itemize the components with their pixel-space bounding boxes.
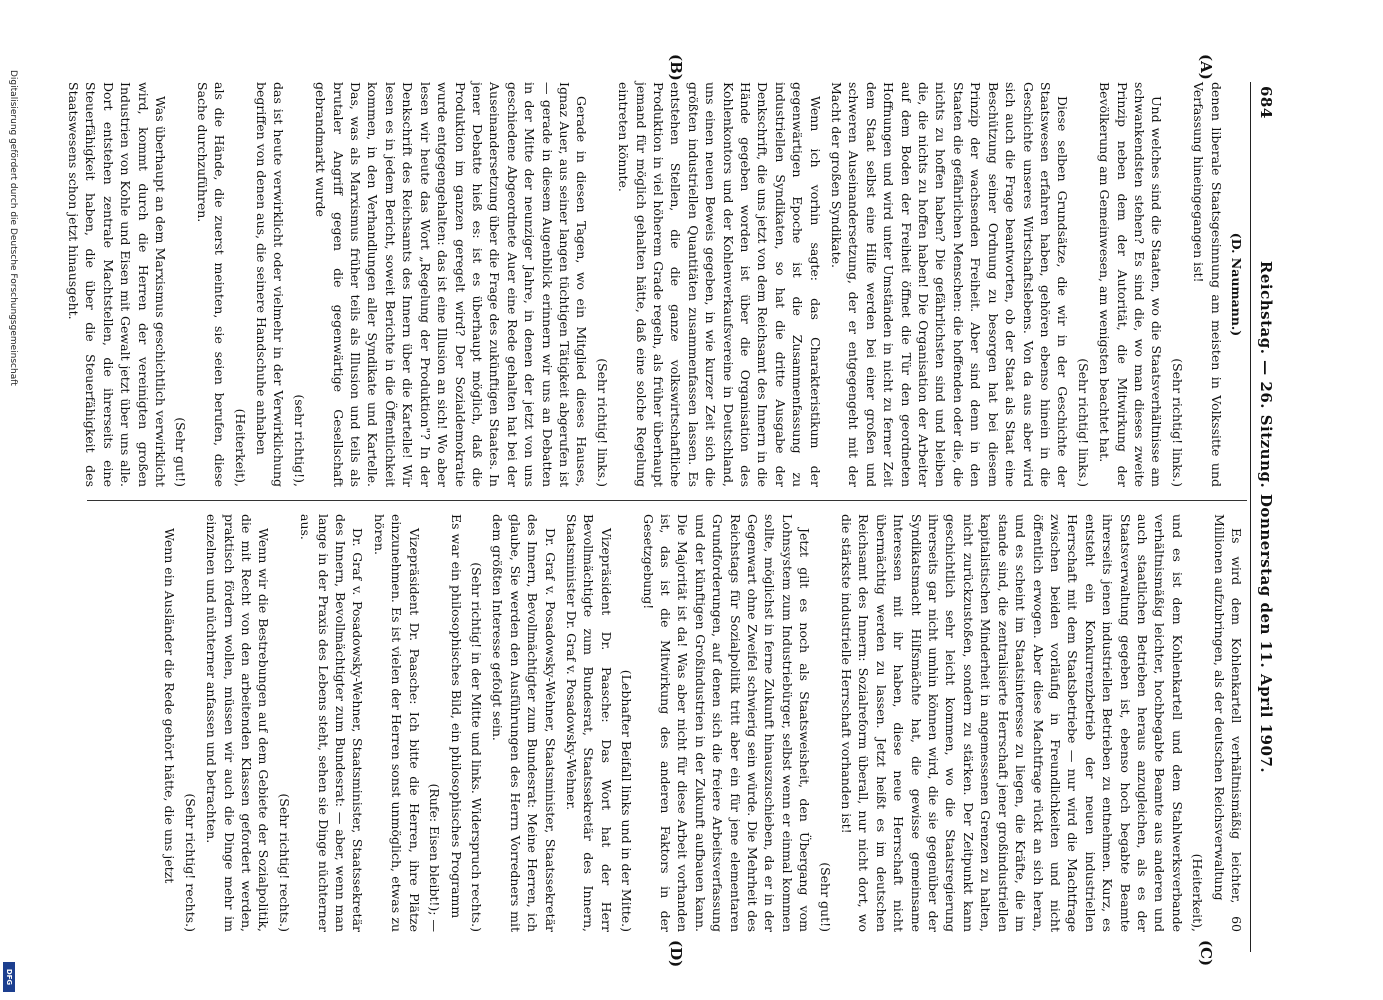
left-column-paragraph: Diese selben Grundsätze, die wir in der Geschichte der Staatswesen erfahren haben, gehören ebenso hinein in die Geschichte unseres Wirtschaftslebens. Von da aus aber wird sich auch die Frage beantworten, ob der Staat als Staat eine Beschützung seiner Ordnung zu besorgen hat bei diesem Prinzip der wachsenden Freiheit. Aber sind denn in den Staaten die gefährlichen Menschen: die hoffenden oder die, die nichts zu hoffen haben? Die gefährlichsten sind und bleiben die, die nichts zu hoffen haben! Die Organisation der Arbeiter auf dem Boden der Freiheit öffnet die Tür den geordneten Hoffnungen und wird unter Umständen in nicht zu ferner Zeit dem Staat selbst eine Hilfe werden bei einer großen und schweren Auseinandersetzung, der er entgegengeht mit der Macht der großen Syndikate. bbox=[829, 82, 1071, 487]
left-column-paragraph: denen liberale Staatsgesinnung am meisten in Volkssitte und Verfassung hineingegangen ist! bbox=[1191, 82, 1224, 487]
right-column-paragraph: Vizepräsident Dr. Paasche: Das Wort hat der Herr Bevollmächtigte zum Bundesrat, Staatssekretär des Innern, Staatsminister Dr. Graf v. Posadowsky-Wehner. bbox=[563, 514, 614, 932]
right-column-paragraph: Dr. Graf v. Posadowsky-Wehner, Staatsminister, Staatssekretär des Innern, Bevollmächtigter zum Bundesrat: — aber, wenn man lange in der Praxis des Lebens steht, sehen sie Dinge nüchterner aus. bbox=[298, 514, 366, 932]
margin-letter-c: (C) bbox=[1197, 940, 1215, 967]
right-column-paragraph: Wenn ein Ausländer die Rede gehört hätte, die uns jetzt bbox=[162, 528, 178, 884]
right-column-interjection: (Sehr richtig! rechts.) bbox=[182, 793, 198, 932]
column-divider bbox=[87, 500, 1247, 501]
dfg-logo bbox=[3, 962, 15, 992]
margin-letter-b: (B) bbox=[667, 54, 685, 81]
margin-letter-a: (A) bbox=[1197, 54, 1215, 80]
left-column-interjection: (sehr richtig!), bbox=[291, 394, 307, 487]
right-column-paragraph: Vizepräsident Dr. Paasche: Ich bitte die Herren, ihre Plätze einzunehmen. Es ist vielen der Herren sonst unmöglich, etwas zu hören. bbox=[371, 514, 422, 932]
left-column-interjection: (Sehr gut!) bbox=[173, 417, 189, 487]
digitization-credit bbox=[2, 70, 18, 970]
right-column-paragraph: Es wird dem Kohlenkartell verhältnismäßig leichter, 60 Millionen aufzubringen, als der deutschen Reichsverwaltung bbox=[1211, 514, 1244, 932]
left-column-speaker-tag: (D. Naumann.) bbox=[1229, 232, 1244, 337]
left-column bbox=[66, 82, 1245, 487]
document-page bbox=[66, 54, 1275, 968]
left-column-paragraph: Und welches sind die Staaten, wo die Staatsverhältnisse am schwankendsten stehen? Es sind die, wo man dieses zweite Prinzip neben dem der Autorität, die Mitwirkung der Bevölkerung am Gemeinwesen, am wenigsten beachtet hat. bbox=[1097, 82, 1165, 487]
right-column-interjection: (Sehr gut!) bbox=[817, 862, 833, 932]
left-column-paragraph: Was überhaupt an dem Marxismus geschichtlich verwirklicht wird, kommt durch die Herren der vereinigten großen Industrien von Kohle und Eisen mit Gewalt jetzt über uns alle. Dort entstehen zentrale Machtstellen, die ihrerseits eine Steuerfähigkeit haben, die über die Steuerfähigkeit des Staatswesens schon jetzt hinausgeht. bbox=[66, 82, 169, 487]
left-column-interjection: (Sehr richtig! links.) bbox=[594, 358, 610, 487]
right-column-interjection: (Heiterkeit), bbox=[1190, 853, 1206, 932]
right-column-interjection: (Rufe: Eisen bleibt!); — bbox=[427, 783, 443, 932]
left-column-interjection: (Sehr richtig! links.) bbox=[1075, 358, 1091, 487]
right-column-paragraph: Wenn wir die Bestrebungen auf dem Gebiete der Sozialpolitik, die mit Recht von den arbeitenden Klassen gefordert werden, praktisch fördern wollen, müssen wir auch die Dinge mehr im einzelnen und nüchterner anfassen und betrachten. bbox=[204, 514, 272, 932]
left-column-paragraph: das ist heute verwirklicht oder vielmehr in der Verwirklichung begriffen von denen aus, die seinere Handschuhe anhaben bbox=[254, 82, 287, 487]
margin-letter-d: (D) bbox=[667, 940, 685, 968]
right-column-paragraph: Jetzt gilt es noch als Staatsweisheit, den Übergang vom Lohnsystem zum Industriebürger, selbst wenn er einmal kommen sollte, möglichst in ferne Zukunft hinauszuschieben, da er in der Gegenwart ohne Zweifel schwierig sein würde. Die Mehrheit des Reichstags für Sozialpolitik tritt aber ein für jene elementaren Grundforderungen, auf denen sich die freiere Arbeitsverfassung und der künftigen Großindustrien in der Zukunft aufbauen kann. Die Majorität ist da! Was aber nicht für diese Arbeit vorhanden ist, das ist die Mitwirkung des anderen Faktors in der Gesetzgebung! bbox=[640, 514, 813, 932]
left-column-paragraph: als die Hände, die zuerst meinten, sie seien berufen, diese Sache durchzuführen. bbox=[194, 82, 228, 487]
right-column bbox=[85, 514, 1245, 932]
right-column-paragraph: Es war ein philosophisches Bild, ein philosophisches Programm bbox=[448, 514, 464, 919]
digitization-credit-text: Digitalisierung gefördert durch die Deutsche Forschungsgemeinschaft bbox=[8, 70, 18, 386]
left-column-interjection: (Heiterkeit), bbox=[232, 408, 248, 487]
right-column-paragraph: und es ist dem Kohlenkartell und dem Stahlwerksverbande verhältnismäßig leichter, hochbegabte Beamte aus anderen und auch staatlichen Betrieben heraus anzugleichen, als es der Staatsverwaltung gegeben ist, ebenso hoch begabte Beamte ihrerseits jenen industriellen Betrieben zu entnehmen. Kurz, es entsteht ein Konkurrenzbetrieb der neuen industriellen Herrschaft mit dem Staatsbetriebe — nur wird die Machtfrage zwischen beiden vorläufig in Freundlichkeiten und nicht öffentlich erwogen. Aber diese Machtfrage rückt an sich heran, und es scheint im Staatsinteresse zu liegen, die Kräfte, die im stande sind, die zentralisierte Herrschaft jener großindustriellen kapitalistischen Minderheit in angemessenen Grenzen zu halten, nicht zurückzustoßen, sondern zu stärken. Der Zeitpunkt kann geschichtlich sehr leicht kommen, wo die Staatsregierung ihrerseits gar nicht umhin können wird, die sie gegenüber der Syndikatsmacht Hilfsmächte hat, die gewisse gemeinsame Interessen mit ihr haben, diese neue Herrschaft nicht übermächtig werden zu lassen. Jetzt heißt es im deutschen Reichsamt des Innern: Sozialreform überall, nur nicht dort, wo die stärkste industrielle Herrschaft vorhanden ist! bbox=[839, 514, 1185, 932]
left-column-paragraph: Wenn ich vorhin sagte: das Charakteristikum der gegenwärtigen Epoche ist die Zusammenfassung zu industriellen Syndikaten, so hat die dritte Ausgabe der Denkschrift, die uns jetzt von dem Reichsamt des Innern in die Hände gegeben worden ist über die Organisation des Kohlenkontors und der Kohlenverkaufsvereine in Deutschland, uns einen neuen Beweis gegeben, in wie kurzer Zeit sich die größten industriellen Quantitäten zusammenfassen lassen. Es entstehen Stellen, die die ganze volkswirtschaftliche Produktion in viel höherem Grade regeln, als früher überhaupt jemand für möglich gehalten hätte, daß eine solche Regelung eintreten könnte. bbox=[616, 82, 823, 487]
left-column-interjection: (Sehr richtig! links.) bbox=[1169, 358, 1185, 487]
right-column-interjection: (Lebhafter Beifall links und in der Mitte.) bbox=[619, 669, 635, 932]
page-title: Reichstag. — 26. Sitzung. Donnerstag den 11. April 1907. bbox=[1257, 260, 1275, 774]
page-number: 684 bbox=[1257, 86, 1275, 119]
right-column-paragraph: Dr. Graf v. Posadowsky-Wehner, Staatsminister, Staatssekretär des Innern, Bevollmächtigter zum Bundesrat: Meine Herren, ich glaube, Sie werden den Ausführungen des Herrn Vorredners mit dem größten Interesse gefolgt sein. bbox=[490, 514, 558, 932]
page-header bbox=[1253, 82, 1275, 952]
left-column-paragraph: Gerade in diesen Tagen, wo ein Mitglied dieses Hauses, Ignaz Auer, aus seiner langen tüchtigen Tätigkeit abgerufen ist — gerade in diesem Augenblick erinnern wir uns an Debatten in der Mitte der neunziger Jahre, in denen der jetzt von uns geschiedene Abgeordnete Auer eine Rede gehalten hat bei der Auseinandersetzung über die Frage des zukünftigen Staates. In jener Debatte hieß es: ist es überhaupt möglich, daß die Produktion im ganzen geregelt wird? Der Sozialdemokratie wurde entgegengehalten: das ist eine Illusion an sich! Wo aber lesen wir heute das Wort „Regelung der Produktion"? In der Denkschrift des Reichsamts des Innern über die Kartelle! Wir lesen es in jedem Bericht, soweit Berichte in die Öffentlichkeit kommen, in den Verhandlungen aller Syndikate und Kartelle. Das, was als Marxismus früher teils als Illusion und teils als brutaler Angriff gegen die gegenwärtige Gesellschaft gebrandmarkt wurde bbox=[313, 82, 590, 487]
dfg-logo-text: DFG bbox=[5, 968, 13, 986]
right-column-interjection: (Sehr richtig! in der Mitte und links. Widerspruch rechts.) bbox=[468, 562, 484, 932]
right-column-interjection: (Sehr richtig! rechts.) bbox=[276, 793, 292, 932]
header-rule bbox=[1250, 82, 1251, 952]
